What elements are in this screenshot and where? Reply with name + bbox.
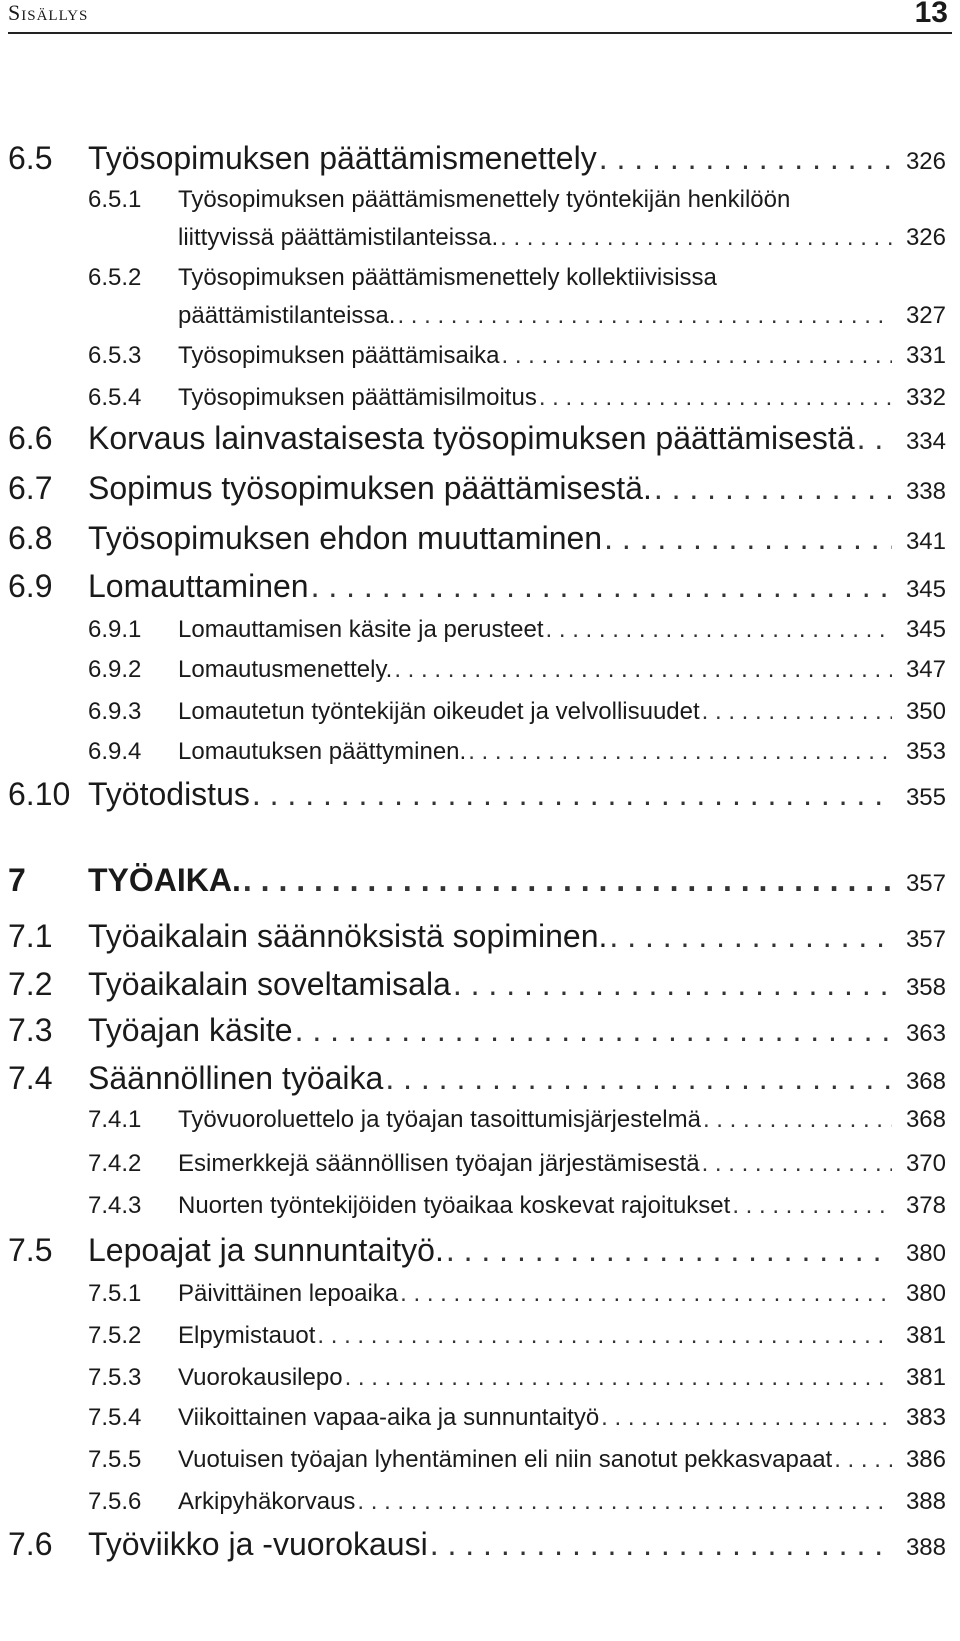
- toc-page: 327: [905, 302, 946, 329]
- toc-label: Vuotuisen työajan lyhentäminen eli niin sanotut pekkasvapaat: [178, 1446, 833, 1473]
- leader-dots: [834, 1446, 892, 1474]
- toc-page: 381: [905, 1364, 946, 1391]
- toc-page: 345: [905, 576, 946, 603]
- toc-entry[interactable]: [0, 1364, 946, 1392]
- toc-label: Työviikko ja -vuorokausi: [88, 1526, 428, 1562]
- toc-page: 334: [905, 428, 946, 455]
- toc-label: Työaikalain säännöksistä sopiminen.: [88, 918, 608, 954]
- toc-page: 368: [905, 1068, 946, 1095]
- toc-page: 381: [905, 1322, 946, 1349]
- toc-entry[interactable]: [0, 302, 946, 330]
- toc-number: 7.5.5: [88, 1446, 142, 1473]
- toc-page: 357: [905, 870, 946, 897]
- toc-label: Vuorokausilepo: [178, 1364, 343, 1391]
- toc-number: 6.5: [8, 140, 53, 176]
- toc-number-row: [0, 264, 178, 292]
- leader-dots: [732, 1192, 892, 1220]
- leader-dots: [446, 1232, 892, 1269]
- toc-label: Arkipyhäkorvaus: [178, 1488, 356, 1515]
- toc-entry[interactable]: [0, 224, 946, 252]
- toc-entry[interactable]: [0, 1446, 946, 1474]
- leader-dots: [295, 1012, 892, 1049]
- toc-number: 7.4.2: [88, 1150, 142, 1177]
- leader-dots: [317, 1322, 892, 1350]
- toc-label: Elpymistauot: [178, 1322, 316, 1349]
- toc-number: 7.1: [8, 918, 53, 954]
- toc-page: 345: [905, 616, 946, 643]
- leader-dots: [857, 420, 892, 457]
- toc-page: 357: [905, 926, 946, 953]
- toc-number: 7.5: [8, 1232, 53, 1268]
- toc-number: 6.10: [8, 776, 71, 812]
- toc-page: 388: [905, 1488, 946, 1515]
- toc-entry[interactable]: [0, 384, 946, 412]
- toc-entry[interactable]: [0, 1322, 946, 1350]
- toc-entry[interactable]: [0, 568, 946, 605]
- toc-number: 6.9: [8, 568, 53, 604]
- toc-label: liittyvissä päättämistilanteissa.: [178, 224, 499, 251]
- toc-page: 386: [905, 1446, 946, 1473]
- toc-number: 7.5.1: [88, 1280, 142, 1307]
- toc-number: 6.9.3: [88, 698, 142, 725]
- toc-label: Nuorten työntekijöiden työaikaa koskevat rajoitukset: [178, 1192, 731, 1219]
- toc-entry[interactable]: [0, 616, 946, 644]
- leader-dots: [345, 1364, 892, 1392]
- toc-page: 363: [905, 1020, 946, 1047]
- leader-dots: [702, 698, 892, 726]
- toc-page: 388: [905, 1534, 946, 1561]
- toc-label: päättämistilanteissa.: [178, 302, 396, 329]
- toc-page: 380: [905, 1280, 946, 1307]
- toc-number: 7: [8, 862, 26, 898]
- toc-number: 7.4.3: [88, 1192, 142, 1219]
- toc-label: Lomautusmenettely.: [178, 656, 393, 683]
- toc-entry[interactable]: [0, 1150, 946, 1178]
- leader-dots: [400, 1280, 892, 1308]
- toc-page: 383: [905, 1404, 946, 1431]
- toc-number: 7.5.3: [88, 1364, 142, 1391]
- toc-entry[interactable]: [0, 1280, 946, 1308]
- leader-dots: [654, 470, 892, 507]
- toc-number: 6.5.3: [88, 342, 142, 369]
- leader-dots: [453, 966, 892, 1003]
- leader-dots: [397, 302, 892, 330]
- leader-dots: [703, 1106, 892, 1134]
- leader-dots: [357, 1488, 892, 1516]
- toc-number: 7.6: [8, 1526, 53, 1562]
- toc-number-row: [0, 186, 178, 214]
- toc-number: 6.5.2: [88, 264, 142, 291]
- toc-label: Päivittäinen lepoaika: [178, 1280, 399, 1307]
- toc-number: 7.5.2: [88, 1322, 142, 1349]
- leader-dots: [394, 656, 892, 684]
- toc-page: 331: [905, 342, 946, 369]
- toc-label: Lomauttamisen käsite ja perusteet: [178, 616, 544, 643]
- toc-label-line1: Työsopimuksen päättämismenettely kollektiivisissa: [178, 264, 717, 291]
- toc-number: 6.8: [8, 520, 53, 556]
- toc-label: Työsopimuksen ehdon muuttaminen: [88, 520, 603, 556]
- section-title: Sisällys: [8, 0, 89, 25]
- toc-entry[interactable]: [0, 420, 946, 457]
- toc-entry[interactable]: [0, 1192, 946, 1220]
- toc-page: 347: [905, 656, 946, 683]
- toc-entry[interactable]: [0, 966, 946, 1003]
- toc-number: 6.9.1: [88, 616, 142, 643]
- toc-page: 326: [905, 148, 946, 175]
- toc-entry[interactable]: [0, 738, 946, 766]
- toc-label: Työajan käsite: [88, 1012, 293, 1048]
- leader-dots: [502, 342, 893, 370]
- toc-page: 380: [905, 1240, 946, 1267]
- toc-entry[interactable]: [0, 1404, 946, 1432]
- toc-label: Työsopimuksen päättämismenettely: [88, 140, 597, 176]
- leader-dots: [546, 616, 892, 644]
- toc-label: Työaikalain soveltamisala: [88, 966, 451, 1002]
- toc-page: 326: [905, 224, 946, 251]
- leader-dots: [385, 1060, 892, 1097]
- toc-entry[interactable]: [0, 140, 946, 177]
- toc-page: 368: [905, 1106, 946, 1133]
- toc-page: 370: [905, 1150, 946, 1177]
- toc-label: Esimerkkejä säännöllisen työajan järjestämisestä: [178, 1150, 700, 1177]
- leader-dots: [500, 224, 892, 252]
- leader-dots: [311, 568, 892, 605]
- toc-number: 6.9.2: [88, 656, 142, 683]
- toc-entry[interactable]: [0, 342, 946, 370]
- leader-dots: [243, 862, 892, 899]
- toc-entry[interactable]: [0, 1012, 946, 1049]
- toc-label: TYÖAIKA.: [88, 862, 241, 898]
- toc-number: 7.4.1: [88, 1106, 142, 1133]
- toc-page: 338: [905, 478, 946, 505]
- toc-label-line1: Työsopimuksen päättämismenettely työntekijän henkilöön: [178, 186, 791, 213]
- toc-page: 358: [905, 974, 946, 1001]
- toc-label: Sopimus työsopimuksen päättämisestä.: [88, 470, 652, 506]
- toc-number: 7.4: [8, 1060, 53, 1096]
- toc-number: 6.5.4: [88, 384, 142, 411]
- toc-label: Työsopimuksen päättämisilmoitus: [178, 384, 537, 411]
- toc-entry[interactable]: [0, 520, 946, 557]
- toc-number: 6.6: [8, 420, 53, 456]
- leader-dots: [252, 776, 892, 813]
- leader-dots: [539, 384, 892, 412]
- toc-label: Työsopimuksen päättämisaika: [178, 342, 500, 369]
- toc-entry[interactable]: [0, 1488, 946, 1516]
- toc-number: 6.5.1: [88, 186, 142, 213]
- toc-label: Säännöllinen työaika: [88, 1060, 384, 1096]
- toc-entry[interactable]: [0, 776, 946, 813]
- toc-number: 7.3: [8, 1012, 53, 1048]
- toc-entry[interactable]: [0, 918, 946, 955]
- toc-label: Lomauttaminen: [88, 568, 309, 604]
- toc-entry[interactable]: [0, 1232, 946, 1269]
- toc-number: 7.5.4: [88, 1404, 142, 1431]
- toc-entry[interactable]: [0, 1106, 946, 1134]
- leader-dots: [609, 918, 892, 955]
- leader-dots: [468, 738, 892, 766]
- leader-dots: [702, 1150, 892, 1178]
- toc-entry[interactable]: [0, 1060, 946, 1097]
- toc-label: Lepoajat ja sunnuntaityö.: [88, 1232, 444, 1268]
- leader-dots: [604, 520, 892, 557]
- toc-number: 7.2: [8, 966, 53, 1002]
- leader-dots: [430, 1526, 892, 1563]
- toc-entry[interactable]: [0, 1526, 946, 1563]
- toc-entry[interactable]: [0, 656, 946, 684]
- toc-label: Korvaus lainvastaisesta työsopimuksen päättämisestä: [88, 420, 855, 456]
- toc-page: 378: [905, 1192, 946, 1219]
- leader-dots: [599, 140, 892, 177]
- toc-page: 332: [905, 384, 946, 411]
- toc-chapter-entry[interactable]: [0, 862, 946, 899]
- toc-entry[interactable]: [0, 470, 946, 507]
- leader-dots: [601, 1404, 892, 1432]
- toc-page: 350: [905, 698, 946, 725]
- toc-entry[interactable]: [0, 698, 946, 726]
- page-number: 13: [914, 0, 948, 29]
- toc-number: 6.9.4: [88, 738, 142, 765]
- toc-label: Lomautetun työntekijän oikeudet ja velvollisuudet: [178, 698, 700, 725]
- toc-page: 355: [905, 784, 946, 811]
- toc-label: Työtodistus: [88, 776, 250, 812]
- toc-page: 341: [905, 528, 946, 555]
- toc-label: Viikoittainen vapaa-aika ja sunnuntaityö: [178, 1404, 600, 1431]
- toc-number: 6.7: [8, 470, 53, 506]
- toc-label: Lomautuksen päättyminen.: [178, 738, 467, 765]
- toc-page: 353: [905, 738, 946, 765]
- toc-number: 7.5.6: [88, 1488, 142, 1515]
- toc-label: Työvuoroluettelo ja työajan tasoittumisjärjestelmä: [178, 1106, 701, 1133]
